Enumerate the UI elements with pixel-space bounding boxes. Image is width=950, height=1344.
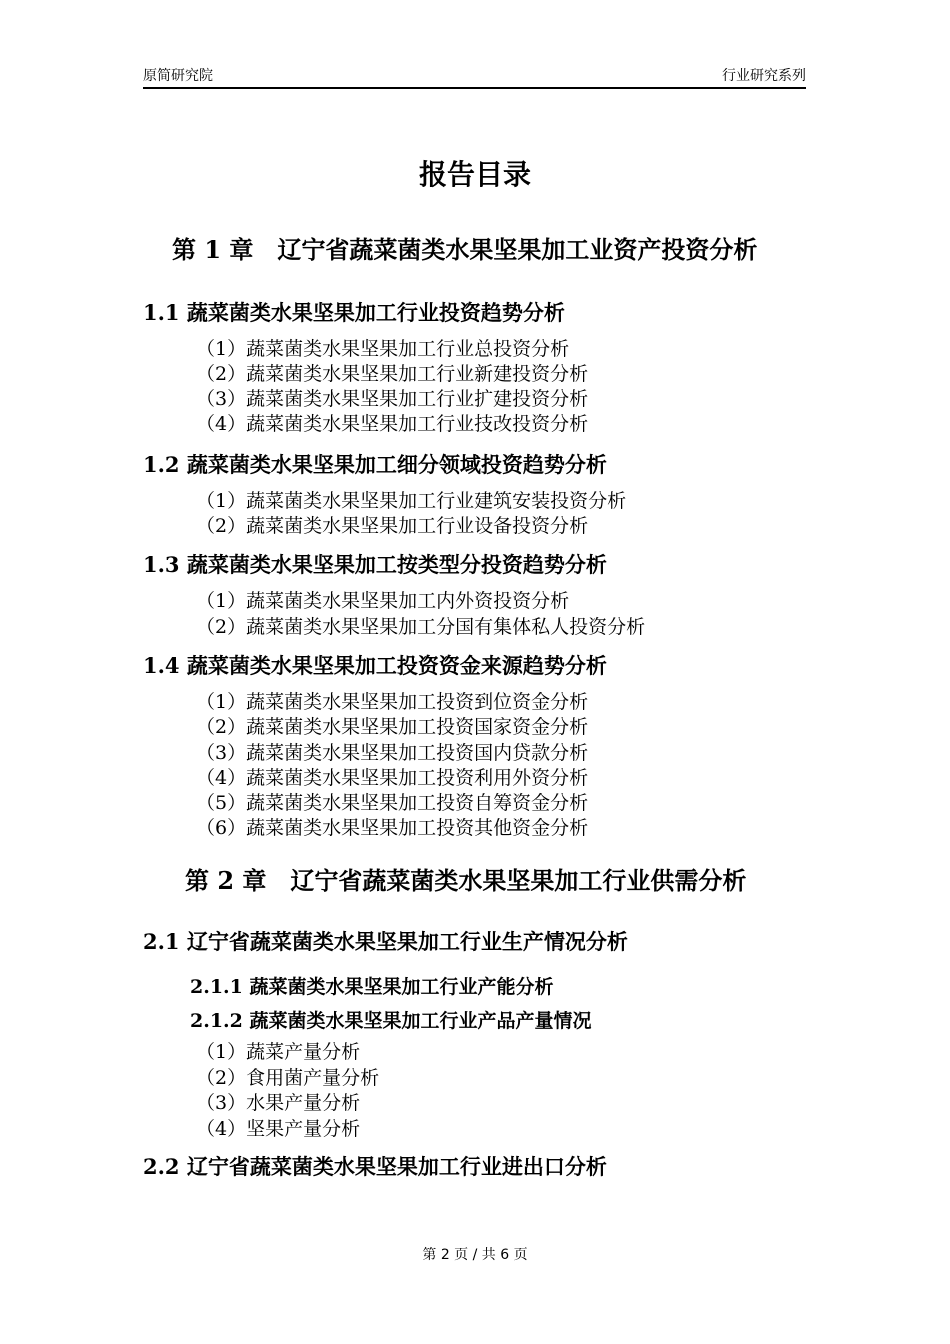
section-2-1-1-heading: 2.1.1 蔬菜菌类水果坚果加工行业产能分析 [190, 976, 554, 998]
section-2-1-2-heading: 2.1.2 蔬菜菌类水果坚果加工行业产品产量情况 [190, 1010, 592, 1032]
header-series-name: 行业研究系列 [722, 68, 806, 84]
toc-item: （1）蔬菜菌类水果坚果加工内外资投资分析 [196, 590, 570, 612]
toc-item: （4）蔬菜菌类水果坚果加工投资利用外资分析 [196, 767, 589, 789]
section-1-3-heading: 1.3 蔬菜菌类水果坚果加工按类型分投资趋势分析 [143, 552, 607, 577]
toc-item: （5）蔬菜菌类水果坚果加工投资自筹资金分析 [196, 792, 589, 814]
toc-item: （2）蔬菜菌类水果坚果加工行业新建投资分析 [196, 363, 589, 385]
toc-item: （2）蔬菜菌类水果坚果加工分国有集体私人投资分析 [196, 616, 646, 638]
toc-item: （1）蔬菜菌类水果坚果加工投资到位资金分析 [196, 691, 589, 713]
section-1-4-heading: 1.4 蔬菜菌类水果坚果加工投资资金来源趋势分析 [143, 653, 607, 678]
toc-item: （6）蔬菜菌类水果坚果加工投资其他资金分析 [196, 817, 589, 839]
section-2-2-heading: 2.2 辽宁省蔬菜菌类水果坚果加工行业进出口分析 [143, 1154, 607, 1179]
toc-item: （2）蔬菜菌类水果坚果加工行业设备投资分析 [196, 515, 589, 537]
toc-item: （3）蔬菜菌类水果坚果加工投资国内贷款分析 [196, 742, 589, 764]
toc-item: （1）蔬菜菌类水果坚果加工行业建筑安装投资分析 [196, 490, 627, 512]
toc-item: （2）蔬菜菌类水果坚果加工投资国家资金分析 [196, 716, 589, 738]
section-2-1-heading: 2.1 辽宁省蔬菜菌类水果坚果加工行业生产情况分析 [143, 929, 628, 954]
chapter-2-heading: 第 2 章 辽宁省蔬菜菌类水果坚果加工行业供需分析 [185, 866, 747, 895]
page-number: 第 2 页 / 共 6 页 [422, 1247, 528, 1263]
toc-item: （4）蔬菜菌类水果坚果加工行业技改投资分析 [196, 413, 589, 435]
header-divider [143, 87, 806, 89]
toc-item: （3）蔬菜菌类水果坚果加工行业扩建投资分析 [196, 388, 589, 410]
chapter-1-heading: 第 1 章 辽宁省蔬菜菌类水果坚果加工业资产投资分析 [172, 235, 758, 264]
toc-item: （2）食用菌产量分析 [196, 1067, 380, 1089]
toc-item: （4）坚果产量分析 [196, 1118, 361, 1140]
header-org-name: 原简研究院 [143, 68, 213, 84]
section-1-2-heading: 1.2 蔬菜菌类水果坚果加工细分领域投资趋势分析 [143, 452, 607, 477]
toc-item: （3）水果产量分析 [196, 1092, 361, 1114]
section-1-1-heading: 1.1 蔬菜菌类水果坚果加工行业投资趋势分析 [143, 300, 565, 325]
toc-item: （1）蔬菜产量分析 [196, 1041, 361, 1063]
page-title: 报告目录 [418, 158, 531, 191]
toc-item: （1）蔬菜菌类水果坚果加工行业总投资分析 [196, 338, 570, 360]
